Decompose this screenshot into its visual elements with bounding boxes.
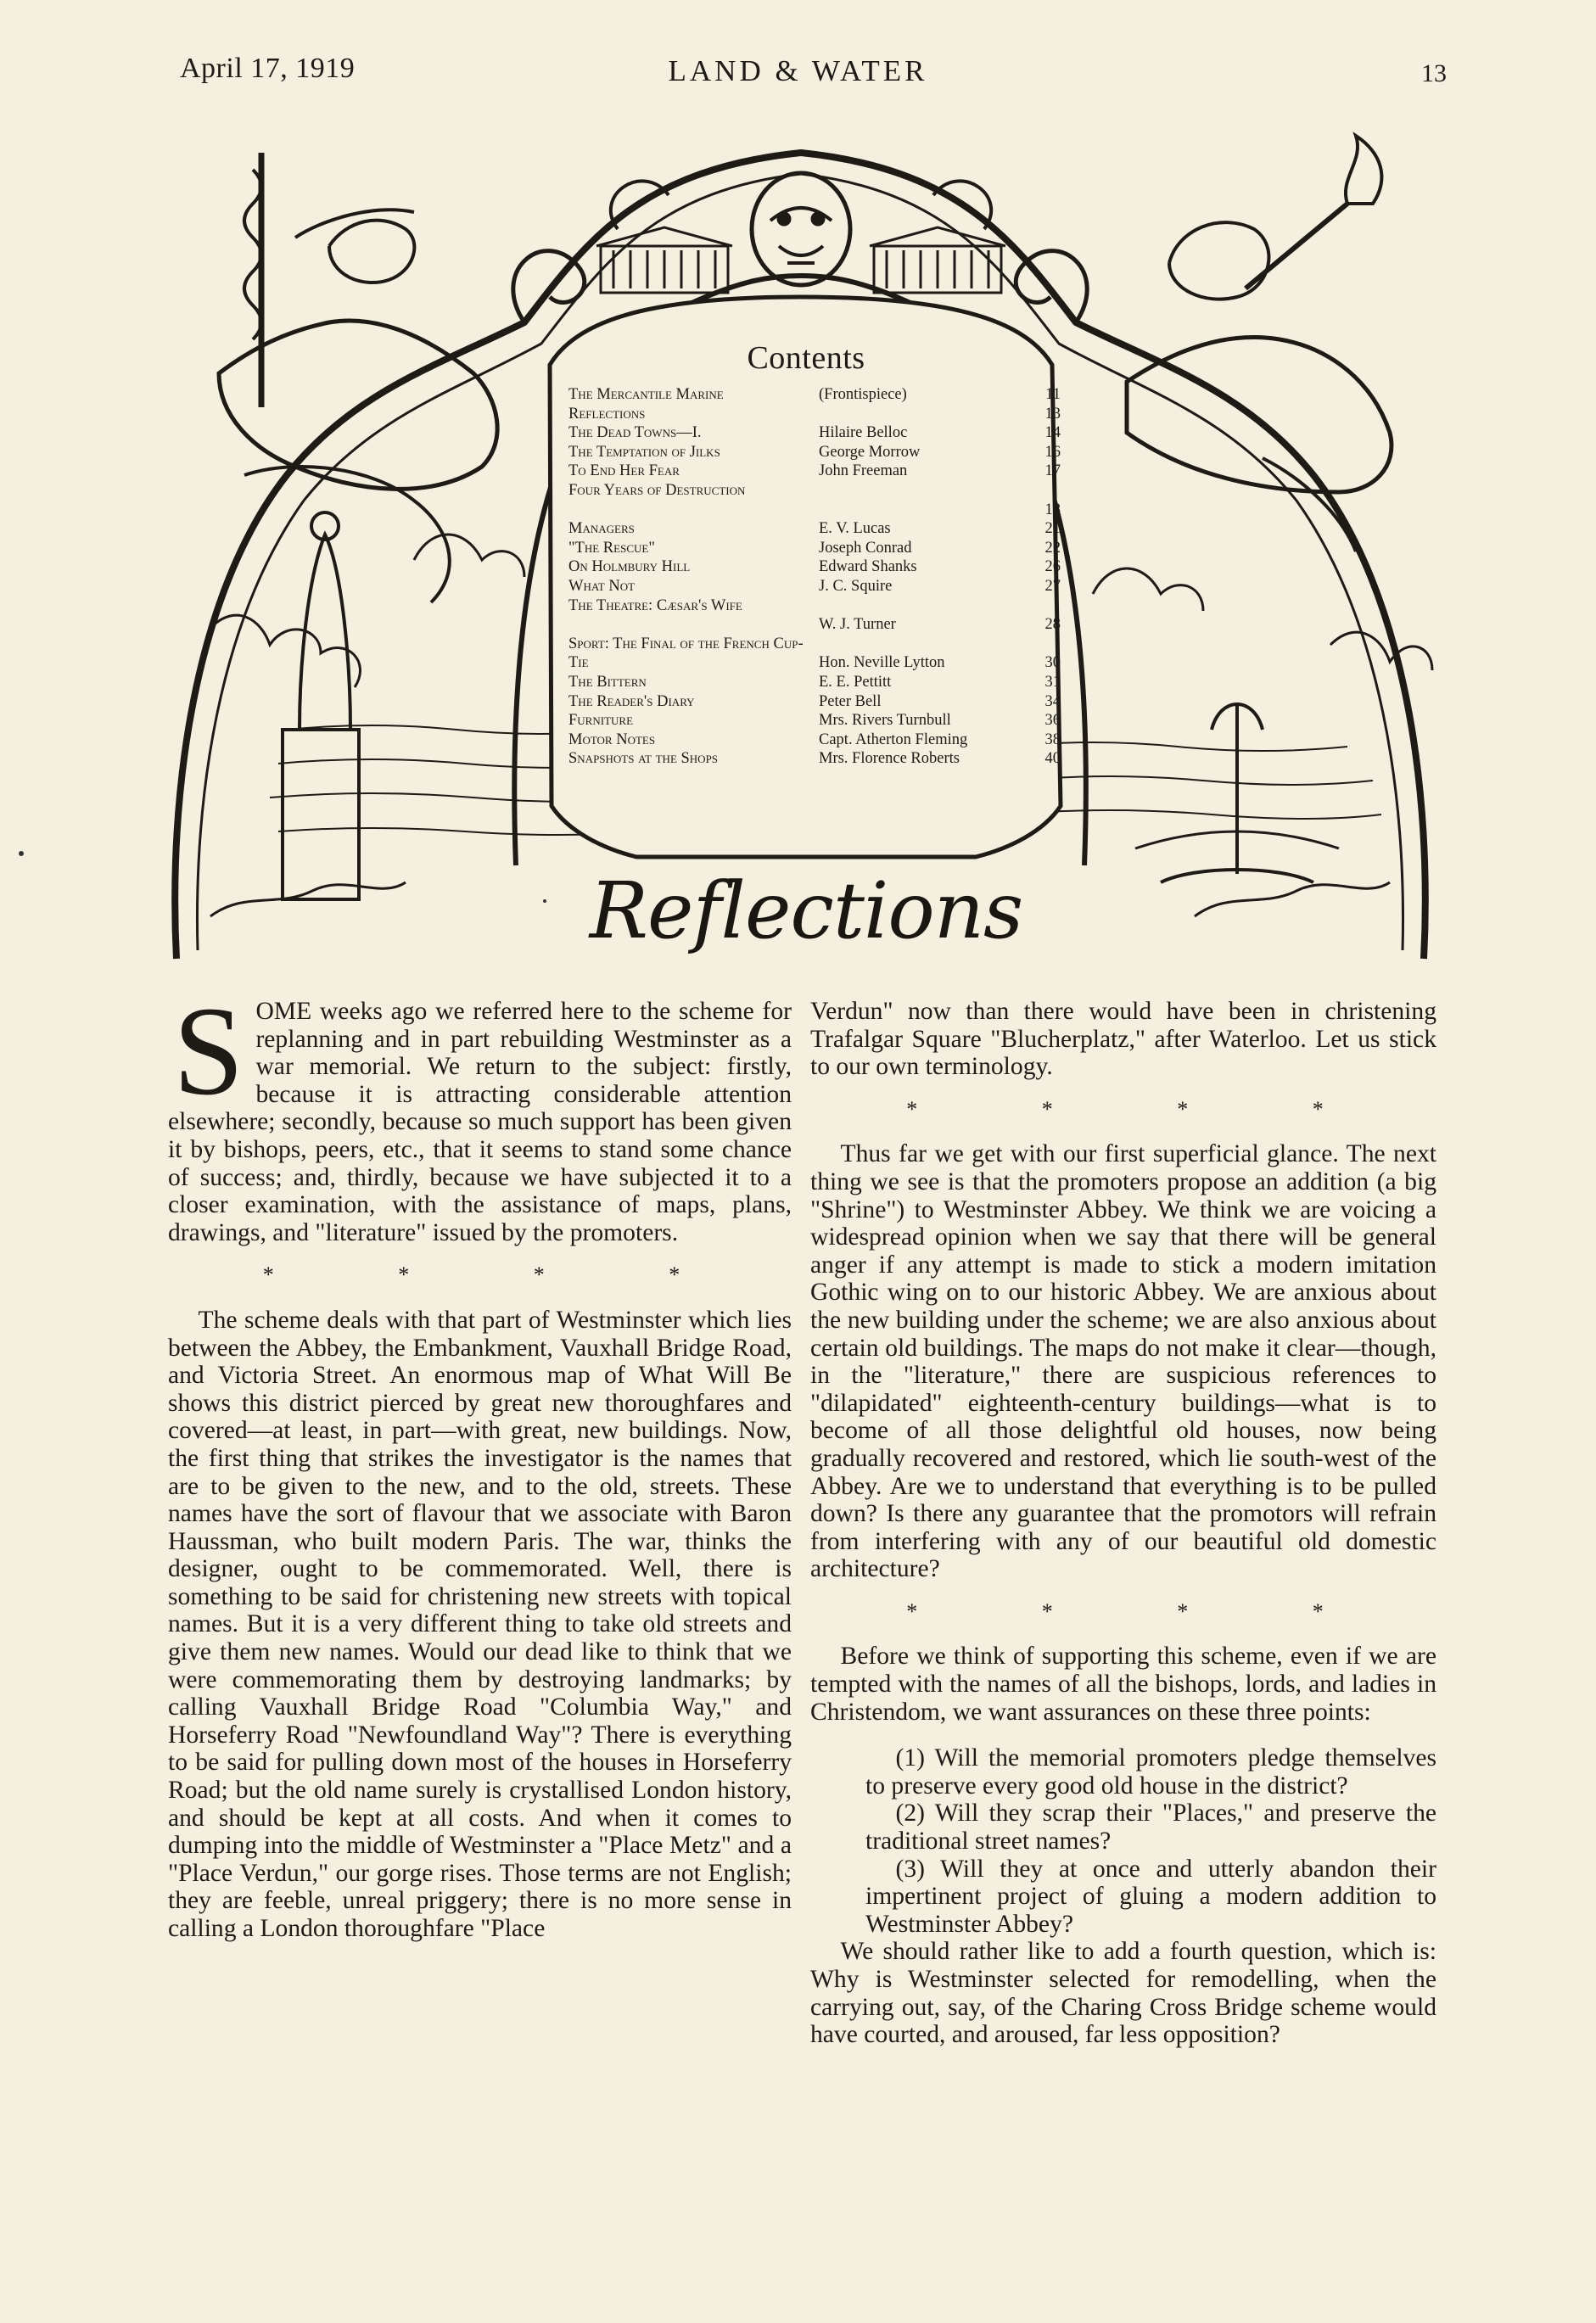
issue-date: April 17, 1919 <box>180 53 356 84</box>
toc-entry: Motor Notes Capt. Atherton Fleming 38 <box>568 730 1061 748</box>
toc-entry: The Bittern E. E. Pettitt 31 <box>568 673 1061 691</box>
question-item: (2) Will they scrap their "Places," and preserve the traditional street names? <box>865 1800 1436 1856</box>
section-divider: * * * * <box>906 1096 1383 1122</box>
toc-entry: The Dead Towns—I. Hilaire Belloc 14 <box>568 424 1061 442</box>
toc-entry: "The Rescue" Joseph Conrad 22 <box>568 539 1061 557</box>
article-paragraph: Thus far we get with our first superficial glance. The next thing we see is that the promoters propose an addition (a big "Shrine") to Westminster Abbey. We think we are voicing a widespread opinion when we say that there will be general anger if any attempt is made to stick a modern imitation Gothic wing on to our historic Abbey. We are anxious about the new building under the scheme; we are also anxious about certain old buildings. The maps do not make it clear—though, in the "literature," there are suspicious references to "dilapidated" eighteenth-century buildings—what is to become of all those delightful old houses, now being gradually recovered and restored, which lie south-west of the Abbey. Are we to understand that everything is to be pulled down? Is there any guarantee that the promotors will refrain from interfering with any of our beautiful old domestic architecture? <box>810 1140 1436 1583</box>
toc-entry: On Holmbury Hill Edward Shanks 26 <box>568 558 1061 576</box>
contents-title: Contents <box>747 340 865 376</box>
toc-entry: The Theatre: Cæsar's Wife W. J. Turner 28 <box>568 596 1061 634</box>
drop-cap: S <box>173 981 244 1122</box>
question-item: (3) Will they at once and utterly abandon their impertinent project of gluing a modern addition to Westminster Abbey? <box>865 1855 1436 1938</box>
section-divider: * * * * <box>906 1598 1383 1624</box>
toc-entry: Furniture Mrs. Rivers Turnbull 36 <box>568 712 1061 730</box>
question-item: (1) Will the memorial promoters pledge themselves to preserve every good old house in the district? <box>865 1744 1436 1800</box>
article-heading: Reflections <box>589 865 1023 956</box>
article-paragraph: Verdun" now than there would have been in christening Trafalgar Square "Blucherplatz," after Waterloo. Let us stick to our own terminology. <box>810 998 1436 1081</box>
publication-title: LAND & WATER <box>668 54 928 87</box>
toc-entry: Managers E. V. Lucas 21 <box>568 520 1061 538</box>
toc-entry: The Mercantile Marine (Frontispiece) 11 <box>568 386 1061 403</box>
toc-entry: Sport: The Final of the French Cup-Tie Hon. Neville Lytton 30 <box>568 635 1061 672</box>
toc-entry: Four Years of Destruction 18 <box>568 481 1061 518</box>
running-header <box>0 53 1596 95</box>
toc-entry: What Not J. C. Squire 27 <box>568 577 1061 595</box>
print-speck <box>19 851 24 856</box>
article-column-left <box>168 981 792 1943</box>
contents-panel <box>552 339 1061 823</box>
toc-entry: Reflections 13 <box>568 405 1061 423</box>
page-number: 13 <box>1421 59 1447 87</box>
toc-entry: The Temptation of Jilks George Morrow 16 <box>568 443 1061 461</box>
article-paragraph: We should rather like to add a fourth question, which is: Why is Westminster selected for remodelling, when the carrying out, say, of the Charing Cross Bridge scheme would have courted, and aroused, far less opposition? <box>810 1938 1436 2049</box>
toc-entry: To End Her Fear John Freeman 17 <box>568 462 1061 480</box>
print-speck <box>543 899 546 903</box>
toc-entry: Snapshots at the Shops Mrs. Florence Roberts 40 <box>568 750 1061 768</box>
section-divider: * * * * <box>262 1262 740 1288</box>
toc-entry: The Reader's Diary Peter Bell 34 <box>568 692 1061 710</box>
article-paragraph: Before we think of supporting this scheme, even if we are tempted with the names of all the bishops, lords, and ladies in Christendom, we want assurances on these three points: <box>810 1643 1436 1726</box>
article-column-right <box>810 998 1436 2049</box>
article-paragraph: SOME weeks ago we referred here to the scheme for replanning and in part rebuilding Westminster as a war memorial. We return to the subject: firstly, because it is attracting considerable attention elsewhere; secondly, because so much support has been given it by bishops, peers, etc., that it seems to stand some chance of success; and, thirdly, because we have subjected it to a closer examination, with the assistance of maps, plans, drawings, and "literature" issued by the promoters. <box>168 981 792 1246</box>
article-paragraph: The scheme deals with that part of Westminster which lies between the Abbey, the Embankment, Vauxhall Bridge Road, and Victoria Street. An enormous map of What Will Be shows this district pierced by great new thoroughfares and covered—at least, in part—with great, new buildings. Now, the first thing that strikes the investigator is the names that are to be given to the new, and to the old, streets. These names have the sort of flavour that we associate with Baron Haussman, who built modern Paris. The war, thinks the designer, ought to be commemorated. Well, there is something to be said for christening new streets with topical names. But it is a very different thing to take old streets and give them new names. Would our dead like to think that we were commemorating them by destroying landmarks; by calling Vauxhall Bridge Road "Columbia Way," and Horseferry Road "Newfoundland Way"? There is everything to be said for pulling down most of the houses in Horseferry Road; but the old name surely is crystallised London history, and should be kept at all costs. And when it comes to dumping into the middle of Westminster a "Place Metz" and a "Place Verdun," our gorge rises. Those terms are not English; they are feeble, unreal priggery; there is no more sense in calling a London thoroughfare "Place <box>168 1306 792 1942</box>
